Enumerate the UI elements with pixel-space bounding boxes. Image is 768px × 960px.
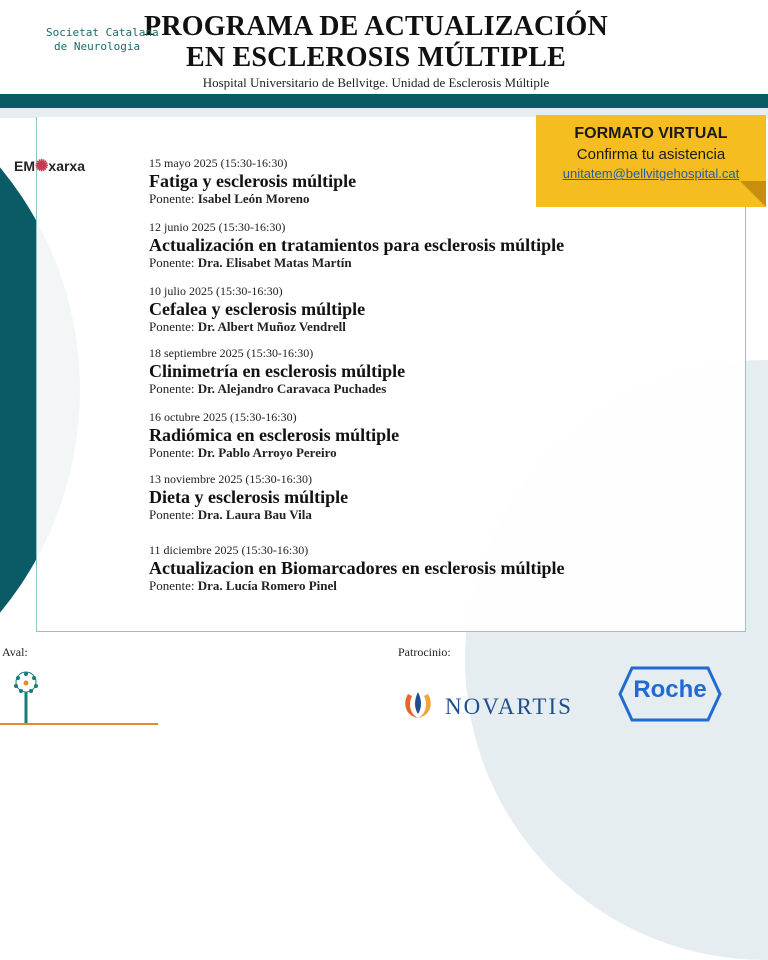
event-item <box>149 543 564 594</box>
event-speaker <box>149 507 348 523</box>
speaker-label: Ponente: <box>149 191 195 206</box>
speaker-name: Dr. Alejandro Caravaca Puchades <box>197 381 387 396</box>
endorsement-label: Aval: <box>2 645 28 659</box>
speaker-label: Ponente: <box>149 255 195 270</box>
event-title: Actualizacion en Biomarcadores en esclerosis múltiple <box>149 558 565 578</box>
contact-email-link[interactable]: unitatem@bellvitgehospital.cat <box>562 166 740 181</box>
event-title: Dieta y esclerosis múltiple <box>149 487 349 507</box>
scn-logo-text <box>46 26 159 54</box>
event-date: 11 diciembre 2025 (15:30-16:30) <box>149 543 309 557</box>
event-date: 18 septiembre 2025 (15:30-16:30) <box>149 346 314 360</box>
event-date: 13 noviembre 2025 (15:30-16:30) <box>149 472 312 486</box>
title-line-1: PROGRAMA DE ACTUALIZACIÓN <box>144 11 608 42</box>
em-logo-text: EM <box>14 158 35 174</box>
speaker-label: Ponente: <box>149 445 195 460</box>
novartis-logo-text: NOVARTIS <box>445 694 573 719</box>
event-item <box>149 346 405 397</box>
event-speaker <box>149 578 564 594</box>
neuron-tree-icon <box>4 668 48 728</box>
confirm-attendance-text: Confirma tu asistencia <box>576 146 726 163</box>
event-title: Cefalea y esclerosis múltiple <box>149 299 366 319</box>
speaker-label: Ponente: <box>149 507 195 522</box>
virtual-format-title: FORMATO VIRTUAL <box>574 125 728 142</box>
speaker-name: Dra. Elisabet Matas Martín <box>197 255 352 270</box>
speaker-label: Ponente: <box>149 578 195 593</box>
title-line-2: EN ESCLEROSIS MÚLTIPLE <box>186 42 566 73</box>
event-item <box>149 284 365 335</box>
event-date: 10 julio 2025 (15:30-16:30) <box>149 284 283 298</box>
speaker-label: Ponente: <box>149 381 195 396</box>
event-title: Actualización en tratamientos para esclerosis múltiple <box>149 235 565 255</box>
event-title: Radiómica en esclerosis múltiple <box>149 425 400 445</box>
event-item <box>149 220 564 271</box>
speaker-name: Dra. Lucía Romero Pinel <box>197 578 337 593</box>
event-speaker <box>149 445 399 461</box>
event-speaker <box>149 381 405 397</box>
scn-underline <box>0 723 158 725</box>
event-date: 16 octubre 2025 (15:30-16:30) <box>149 410 297 424</box>
novartis-flame-icon <box>400 686 436 722</box>
speaker-name: Dr. Albert Muñoz Vendrell <box>197 319 346 334</box>
speaker-name: Dr. Pablo Arroyo Pereiro <box>197 445 337 460</box>
network-dots-icon: ✺ <box>35 158 49 175</box>
speaker-label: Ponente: <box>149 319 195 334</box>
event-title: Clinimetría en esclerosis múltiple <box>149 361 406 381</box>
event-item <box>149 410 399 461</box>
event-speaker <box>149 319 365 335</box>
event-date: 15 mayo 2025 (15:30-16:30) <box>149 156 288 170</box>
header-band <box>0 94 768 108</box>
event-speaker <box>149 191 356 207</box>
event-speaker <box>149 255 564 271</box>
page-subtitle: Hospital Universitario de Bellvitge. Unidad de Esclerosis Múltiple <box>202 75 550 90</box>
sponsorship-label: Patrocinio: <box>398 645 451 659</box>
event-date: 12 junio 2025 (15:30-16:30) <box>149 220 286 234</box>
event-item <box>149 472 348 523</box>
roche-logo-text: Roche <box>633 676 707 703</box>
scn-line-1: Societat Catalana <box>46 26 159 39</box>
event-title: Fatiga y esclerosis múltiple <box>149 171 357 191</box>
scn-line-2: de Neurologia <box>54 40 141 53</box>
em-xarxa-logo <box>14 156 85 176</box>
xarxa-logo-text: xarxa <box>48 158 85 174</box>
box-fold-corner <box>740 181 766 207</box>
event-item <box>149 156 356 207</box>
speaker-name: Dra. Laura Bau Vila <box>197 507 312 522</box>
speaker-name: Isabel León Moreno <box>197 191 310 206</box>
societat-catalana-neurologia-logo <box>4 668 164 728</box>
virtual-format-box <box>536 115 766 207</box>
